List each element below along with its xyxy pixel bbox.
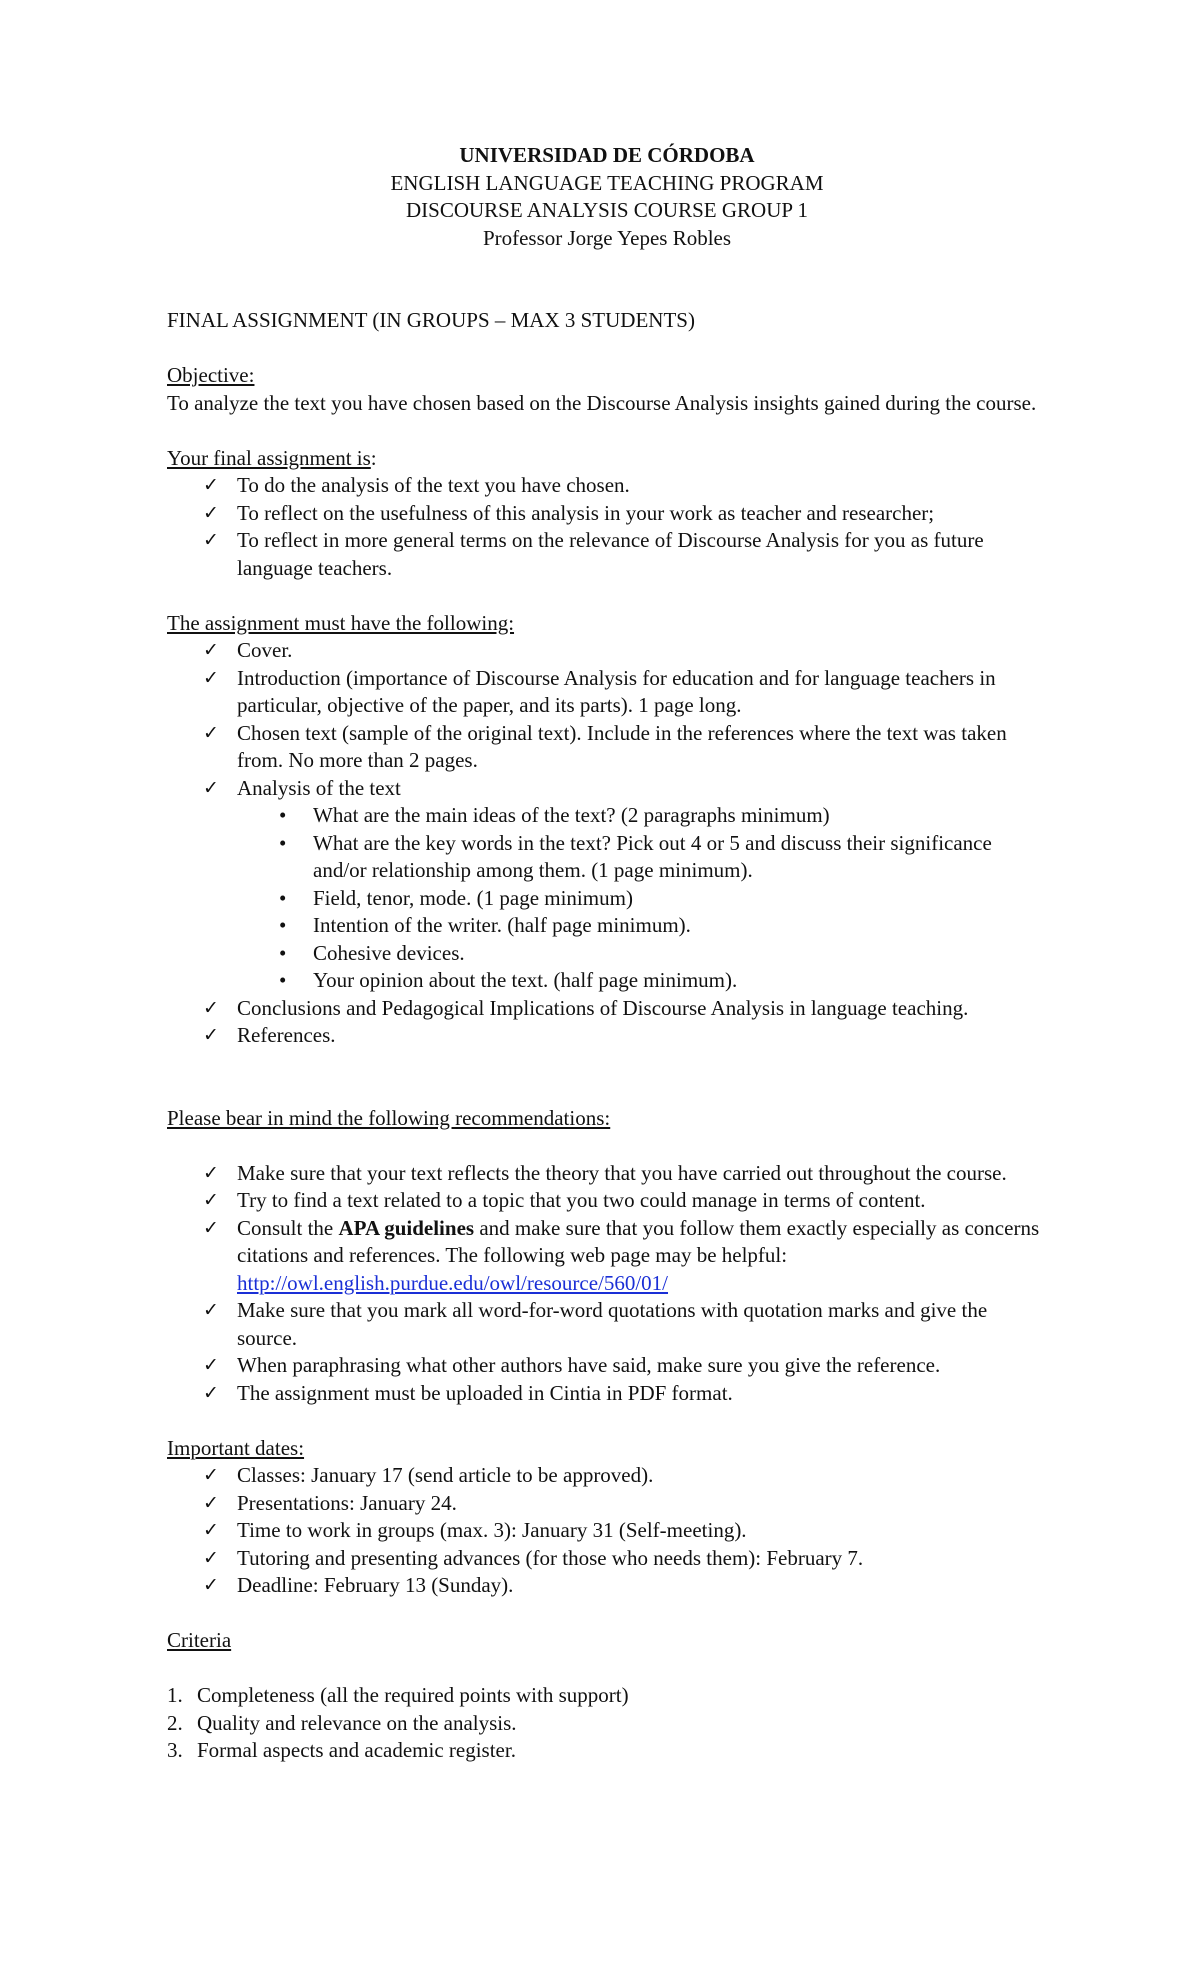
list-item: ✓ When paraphrasing what other authors have said, make sure you give the reference.	[167, 1352, 1047, 1380]
list-item: ✓ Introduction (importance of Discourse Analysis for education and for language teachers in particular, objective of the paper, and its parts). 1 page long.	[203, 665, 996, 717]
list-item: ✓ To reflect on the usefulness of this analysis in your work as teacher and researcher;	[167, 500, 1047, 528]
sub-list-item: • Field, tenor, mode. (1 page minimum)	[167, 885, 1047, 913]
objective-heading: Objective:	[167, 363, 255, 387]
list-item: ✓ References.	[167, 1022, 1047, 1050]
bullet-icon: •	[279, 885, 287, 910]
sub-list-item: • What are the key words in the text? Pick out 4 or 5 and discuss their significance and/or relationship among them. (1 page minimum).	[279, 830, 992, 882]
check-icon: ✓	[203, 1519, 219, 1541]
check-icon: ✓	[203, 639, 219, 661]
university-name: UNIVERSIDAD DE CÓRDOBA	[459, 143, 755, 167]
document-header	[167, 142, 1047, 252]
list-item: ✓ Try to find a text related to a topic that you two could manage in terms of content.	[167, 1187, 1047, 1215]
check-icon: ✓	[203, 1161, 219, 1184]
apa-guidelines-text: APA guidelines	[338, 1215, 475, 1240]
assignment-title: FINAL ASSIGNMENT (IN GROUPS – MAX 3 STUDENTS)	[167, 308, 695, 332]
list-item: ✓ Cover.	[167, 637, 1047, 665]
sub-list-item: • Intention of the writer. (half page minimum).	[167, 912, 1047, 940]
check-icon: ✓	[203, 1491, 219, 1514]
bullet-icon: •	[279, 913, 287, 937]
bullet-icon: •	[279, 968, 287, 992]
check-icon: ✓	[203, 501, 219, 524]
recommendations-heading: Please bear in mind the following recommendations:	[167, 1105, 611, 1130]
list-item: ✓ Consult the APA guidelines and make sure that you follow them exactly especially as concerns citations and references. The following web page may be helpful: http://owl.english.purdue.edu/owl/resource/560/01/	[203, 1215, 1040, 1295]
final-assignment-heading: Your final assignment is:	[167, 445, 377, 470]
check-icon: ✓	[203, 1024, 219, 1046]
check-icon: ✓	[203, 1574, 219, 1596]
document-content	[167, 142, 1047, 1765]
check-icon: ✓	[203, 996, 219, 1019]
list-item: ✓ The assignment must be uploaded in Cintia in PDF format.	[167, 1380, 1047, 1408]
criteria-item: 3. Formal aspects and academic register.	[167, 1738, 516, 1762]
check-icon: ✓	[203, 1546, 219, 1569]
program-name: ENGLISH LANGUAGE TEACHING PROGRAM	[390, 170, 824, 195]
must-have-heading: The assignment must have the following:	[167, 610, 515, 635]
course-name: DISCOURSE ANALYSIS COURSE GROUP 1	[405, 198, 809, 222]
criteria-item: 2. Quality and relevance on the analysis.	[167, 1710, 517, 1735]
check-icon: ✓	[203, 666, 219, 689]
list-item: ✓ Make sure that your text reflects the theory that you have carried out throughout the course.	[167, 1160, 1047, 1188]
list-item: ✓ To reflect in more general terms on the relevance of Discourse Analysis for you as future language teachers.	[203, 528, 984, 580]
sub-list-item: • Cohesive devices.	[167, 940, 1047, 968]
check-icon: ✓	[203, 1299, 219, 1321]
check-icon: ✓	[203, 1464, 219, 1486]
list-item: ✓ Chosen text (sample of the original text). Include in the references where the text was taken from. No more than 2 pages.	[203, 720, 1007, 772]
check-icon: ✓	[203, 1216, 219, 1239]
list-item: ✓ Classes: January 17 (send article to be approved).	[167, 1462, 1047, 1490]
list-item: ✓ Time to work in groups (max. 3): January 31 (Self-meeting).	[167, 1517, 1047, 1545]
list-item: ✓ Make sure that you mark all word-for-word quotations with quotation marks and give the source.	[203, 1298, 988, 1350]
list-item: ✓ Presentations: January 24.	[167, 1490, 1047, 1518]
list-item: ✓ Tutoring and presenting advances (for those who needs them): February 7.	[167, 1545, 1047, 1573]
purdue-owl-link[interactable]: http://owl.english.purdue.edu/owl/resource/560/01/	[237, 1270, 669, 1295]
criteria-item: 1. Completeness (all the required points with support)	[167, 1683, 629, 1707]
check-icon: ✓	[203, 776, 219, 799]
list-item: ✓ Deadline: February 13 (Sunday).	[167, 1572, 1047, 1600]
check-icon: ✓	[203, 1381, 219, 1404]
check-icon: ✓	[203, 1189, 219, 1211]
bullet-icon: •	[279, 803, 287, 827]
check-icon: ✓	[203, 721, 219, 744]
sub-list-item: • What are the main ideas of the text? (2 paragraphs minimum)	[167, 802, 1047, 830]
bullet-icon: •	[279, 830, 287, 855]
professor-name: Professor Jorge Yepes Robles	[482, 225, 732, 250]
bullet-icon: •	[279, 940, 287, 965]
list-item: ✓ Analysis of the text	[167, 775, 1047, 803]
check-icon: ✓	[203, 529, 219, 551]
sub-list-item: • Your opinion about the text. (half page minimum).	[167, 967, 1047, 995]
check-icon: ✓	[203, 1354, 219, 1376]
list-item: ✓ To do the analysis of the text you have chosen.	[167, 472, 1047, 500]
check-icon: ✓	[203, 474, 219, 496]
list-item: ✓ Conclusions and Pedagogical Implications of Discourse Analysis in language teaching.	[167, 995, 1047, 1023]
objective-text: To analyze the text you have chosen based on the Discourse Analysis insights gained during the course.	[167, 390, 1037, 415]
dates-heading: Important dates:	[167, 1435, 305, 1460]
criteria-heading: Criteria	[167, 1628, 232, 1652]
